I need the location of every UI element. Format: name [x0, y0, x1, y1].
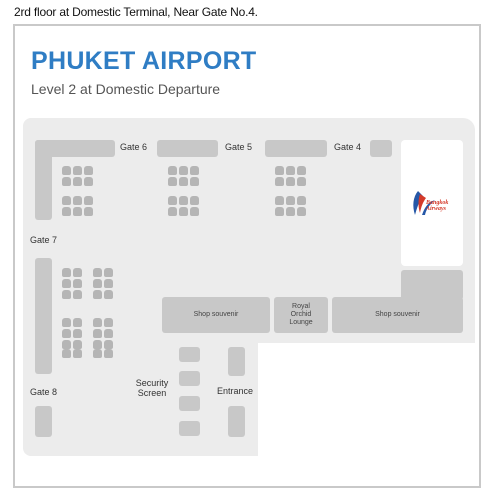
seat — [286, 166, 295, 175]
gate-6-label: Gate 6 — [120, 142, 148, 152]
seat — [297, 177, 306, 186]
caption: 2rd floor at Domestic Terminal, Near Gate No.4. — [14, 5, 258, 19]
gate-7-label: Gate 7 — [30, 235, 58, 245]
seat — [190, 207, 199, 216]
seat — [62, 318, 71, 327]
seat — [93, 318, 102, 327]
entrance-label: Entrance — [217, 386, 254, 396]
seat — [73, 268, 82, 277]
gate-5-label: Gate 5 — [225, 142, 253, 152]
seat — [179, 207, 188, 216]
seat — [62, 268, 71, 277]
royal-orchid-lounge-label: Royal Orchid Lounge — [289, 303, 313, 326]
seat — [190, 196, 199, 205]
seat — [62, 177, 71, 186]
seat — [297, 196, 306, 205]
seat — [93, 329, 102, 338]
seat — [73, 207, 82, 216]
seat — [73, 290, 82, 299]
seat — [179, 196, 188, 205]
seat — [275, 177, 284, 186]
seat — [73, 177, 82, 186]
seat — [190, 166, 199, 175]
gate-4-label: Gate 4 — [334, 142, 362, 152]
shop-souvenir-left-label: Shop souvenir — [193, 311, 239, 318]
seat — [179, 166, 188, 175]
seat — [62, 349, 71, 358]
seat — [84, 207, 93, 216]
seat — [73, 318, 82, 327]
gate-8-label: Gate 8 — [30, 387, 58, 397]
seat — [190, 177, 199, 186]
seat — [104, 268, 113, 277]
seat — [286, 196, 295, 205]
seat — [179, 177, 188, 186]
seat — [275, 196, 284, 205]
seat — [297, 207, 306, 216]
seat — [104, 340, 113, 349]
seat — [93, 349, 102, 358]
seat — [73, 329, 82, 338]
seat — [93, 279, 102, 288]
seat — [62, 329, 71, 338]
seat — [73, 340, 82, 349]
seat — [104, 279, 113, 288]
seat — [73, 349, 82, 358]
seat — [84, 196, 93, 205]
seat — [62, 290, 71, 299]
seat — [93, 340, 102, 349]
seat — [168, 166, 177, 175]
seat — [168, 196, 177, 205]
seat — [275, 166, 284, 175]
seat — [73, 166, 82, 175]
seat — [104, 290, 113, 299]
seat — [73, 279, 82, 288]
seat — [73, 196, 82, 205]
seat — [62, 340, 71, 349]
map-subtitle: Level 2 at Domestic Departure — [31, 81, 221, 97]
seat — [93, 290, 102, 299]
seat — [104, 349, 113, 358]
seat — [286, 207, 295, 216]
seat — [84, 166, 93, 175]
seat — [62, 166, 71, 175]
seat — [275, 207, 284, 216]
security-screen-label: Security Screen — [135, 378, 169, 398]
map-title: PHUKET AIRPORT — [31, 47, 257, 75]
seat — [62, 196, 71, 205]
seat — [104, 329, 113, 338]
seat — [84, 177, 93, 186]
seat — [62, 279, 71, 288]
seat — [104, 318, 113, 327]
shop-souvenir-right-label: Shop souvenir — [375, 311, 420, 318]
seat — [93, 268, 102, 277]
seat — [168, 207, 177, 216]
logo-text: Bangkok Airways — [426, 200, 449, 212]
seat — [168, 177, 177, 186]
seat — [297, 166, 306, 175]
seat — [286, 177, 295, 186]
seat — [62, 207, 71, 216]
